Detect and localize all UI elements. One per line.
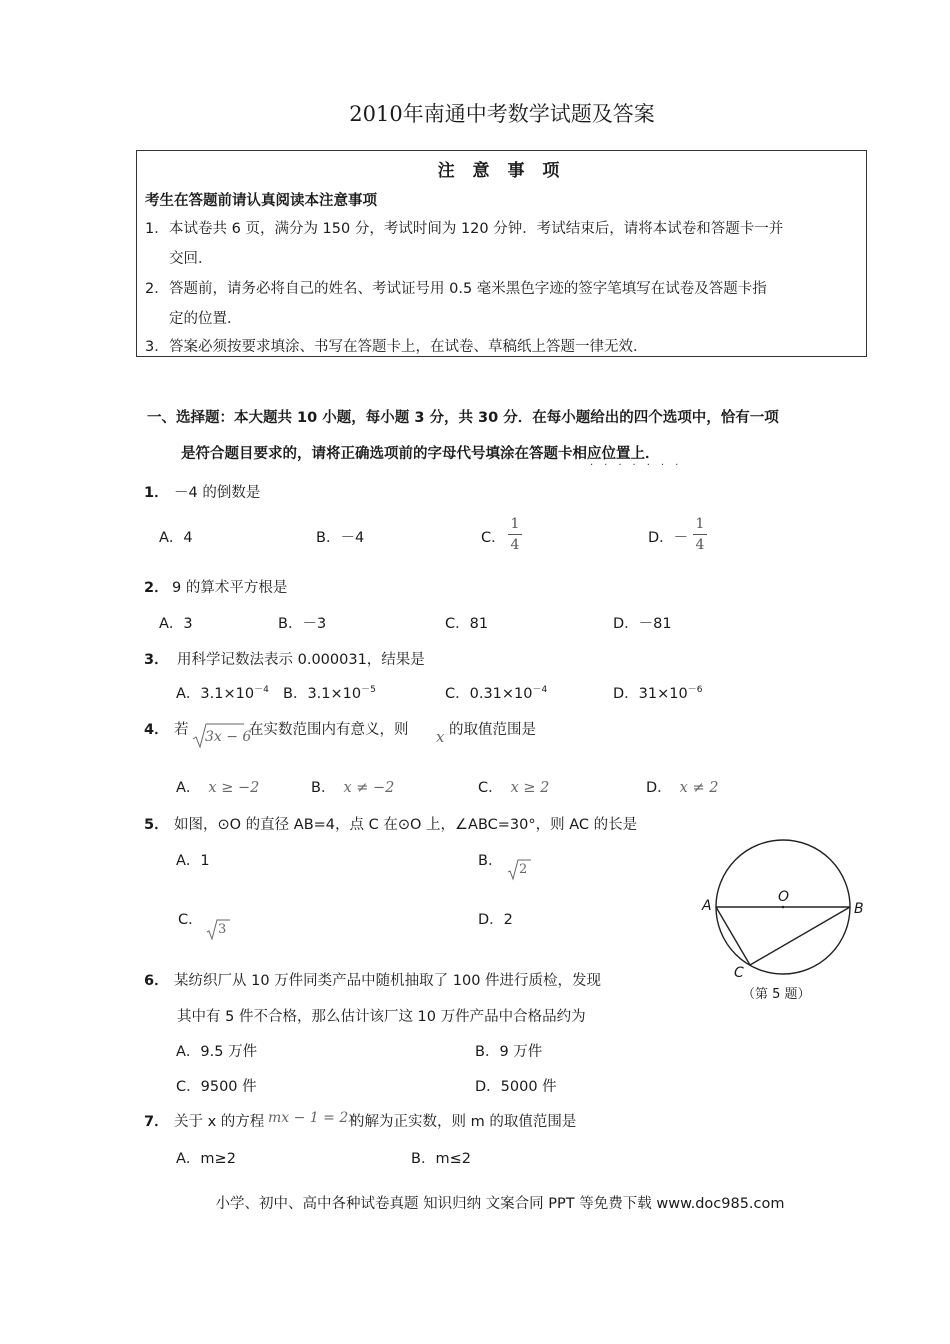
q4-option-a: A． x ≥ −2 [176,780,260,796]
figure-label-a: A [702,898,712,914]
notice-subheading: 考生在答题前请认真阅读本注意事项 [145,193,377,209]
q5-option-c: C． [178,912,203,928]
q2-option-a: A．3 [159,616,193,632]
q1-option-c-fraction [508,516,522,553]
figure-label-o: O [778,889,790,905]
q1-text: －4 的倒数是 [174,485,261,501]
q3-option-b: B．$3.1\times 10^{-5}$ [283,685,376,702]
q4-var: x [436,728,445,746]
q1-option-d-fraction [693,516,707,553]
q2-option-d: D．－81 [613,616,672,632]
q2-number: 2． [144,580,169,596]
q7-option-b: B．m≤2 [411,1151,471,1167]
q3-option-c: C．$0.31\times 10^{-4}$ [445,685,548,702]
q5-number: 5． [144,817,169,833]
q6-text-line1: 某纺织厂从 10 万件同类产品中随机抽取了 100 件进行质检，发现 [174,973,602,989]
notice-item-1-num: 1． [145,221,169,237]
notice-item-2-num: 2． [145,281,169,297]
q2-option-b: B．－3 [278,616,327,632]
notice-box [136,150,867,357]
q2-option-c: C．81 [445,616,489,632]
chord-ac [716,907,750,965]
fraction-denominator: 4 [695,537,705,553]
q6-option-a: A．9.5 万件 [176,1044,258,1060]
q5-text: 如图，⊙O 的直径 AB=4，点 C 在⊙O 上，∠ABC=30°，则 AC 的长是 [174,817,638,833]
page-footer: 小学、初中、高中各种试卷真题 知识归纳 文案合同 PPT 等免费下载 www.doc985.com [215,1196,785,1212]
q4-text-post: 的取值范围是 [449,722,536,738]
q7-option-a: A．m≥2 [176,1151,236,1167]
q1-option-c: C． [481,530,506,546]
q3-text: 用科学记数法表示 0.000031，结果是 [177,652,425,668]
q6-text-line2: 其中有 5 件不合格，那么估计该厂这 10 万件产品中合格品约为 [177,1009,586,1025]
fraction-numerator: 1 [695,516,705,532]
notice-item-3-line1: 答案必须按要求填涂、书写在答题卡上，在试卷、草稿纸上答题一律无效． [169,339,648,355]
figure-label-b: B [854,901,864,917]
notice-item-1-line1: 本试卷共 6 页，满分为 150 分，考试时间为 120 分钟．考试结束后，请将本试卷和答题卡一并 [169,221,784,237]
fraction-numerator: 1 [510,516,520,532]
q5-option-b-sqrt: 2 [507,858,531,886]
q2-text: 9 的算术平方根是 [172,580,288,596]
section-heading-line1: 一、选择题：本大题共 10 小题，每小题 3 分，共 30 分．在每小题给出的四个选项中，恰有一项 [147,410,779,426]
section-heading-line2: 是符合题目要求的，请将正确选项前的字母代号填涂在答题卡相应位置上． [181,446,660,462]
q4-option-c: C． x ≥ 2 [478,780,550,796]
q5-option-c-sqrt: 3 [206,918,230,946]
q4-sqrt [192,721,252,755]
q7-number: 7． [144,1114,169,1130]
notice-item-1-line2: 交回． [169,251,213,267]
q6-number: 6． [144,973,169,989]
q5-option-b: B． [478,853,503,869]
q4-number: 4． [144,722,169,738]
q4-text-mid: 在实数范围内有意义，则 [249,722,409,738]
q7-text-post: 的解为正实数，则 m 的取值范围是 [350,1114,577,1130]
chord-bc [750,907,850,965]
fraction-denominator: 4 [510,537,520,553]
page-title: 2010年南通中考数学试题及答案 [349,102,655,126]
q6-option-c: C．9500 件 [176,1079,257,1095]
center-point [782,906,785,909]
q3-option-a: A．$3.1\times 10^{-4}$ [176,685,269,702]
q6-option-b: B．9 万件 [475,1044,543,1060]
figure-caption: （第 5 题） [742,987,811,1002]
q4-option-d: D． x ≠ 2 [646,780,719,796]
q5-option-a: A．1 [176,853,210,869]
q7-equation: mx − 1 = 2x [268,1110,357,1126]
q5-option-d: D．2 [478,912,513,928]
notice-item-3-num: 3． [145,339,169,355]
emphasis-dots: ······· [590,460,690,471]
notice-item-2-line1: 答题前，请务必将自己的姓名、考试证号用 0.5 毫米黑色字迹的签字笔填写在试卷及答题卡指 [169,281,767,297]
q4-radicand: 3x − 6 [205,729,252,745]
q1-number: 1． [144,485,169,501]
q4-text-pre: 若 [174,722,189,738]
q1-option-b: B．－4 [316,530,365,546]
notice-item-2-line2: 定的位置． [169,311,242,327]
q7-text-pre: 关于 x 的方程 [174,1114,265,1130]
q1-option-d: D．－ [648,530,689,546]
q3-number: 3． [144,652,169,668]
q4-option-b: B． x ≠ −2 [311,780,395,796]
q6-option-d: D．5000 件 [475,1079,557,1095]
q1-option-a: A．4 [159,530,193,546]
figure-label-c: C [734,965,744,981]
notice-heading: 注 意 事 项 [437,161,566,181]
q3-option-d: D．$31\times 10^{-6}$ [613,685,703,702]
